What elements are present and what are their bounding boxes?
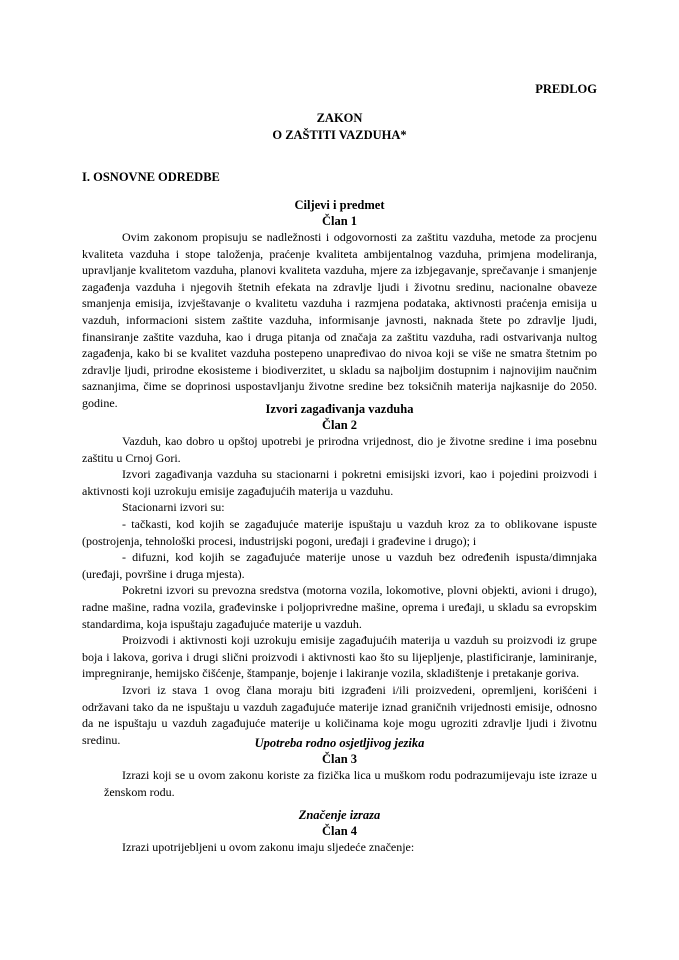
- law-subtitle: O ZAŠTITI VAZDUHA*: [272, 128, 407, 142]
- article-4-paragraph: Izrazi upotrijebljeni u ovom zakonu imaju sljedeće značenje:: [122, 840, 415, 854]
- article-2-paragraph-4: Pokretni izvori su prevozna sredstva (motorna vozila, lokomotive, plovni objekti, avioni i drugo), radne mašine, radna vozila, građevinske i poljoprivredne mašine, oprema i uređaji, u skladu sa evropskim standardima, koja ispuštaju zagađujuće materije u vazduh.: [82, 583, 597, 631]
- article-2-paragraph-5: Proizvodi i aktivnosti koji uzrokuju emisije zagađujućih materija u vazduh su proizvodi iz grupe boja i lakova, goriva i drugi slični proizvodi i aktivnosti kao što su lijepljenje, plastificiranje, laminiranje, impregniranje, hemijsko čišćenje, štampanje, bojenje i lakiranje vozila, skladištenje i pretakanje goriva.: [82, 633, 597, 681]
- article-1-heading: Ciljevi i predmet: [294, 198, 385, 212]
- article-1: [82, 197, 597, 412]
- article-3: [82, 735, 597, 800]
- article-3-heading: Upotreba rodno osjetljivog jezika: [254, 736, 425, 750]
- article-4-number: Član 4: [321, 824, 358, 838]
- article-2-number: Član 2: [321, 418, 358, 432]
- draft-marker: PREDLOG: [535, 82, 597, 96]
- article-3-paragraph: Izrazi koji se u ovom zakonu koriste za fizička lica u muškom rodu podrazumijevaju iste izraze u ženskom rodu.: [104, 768, 597, 799]
- article-2-paragraph-2: Izvori zagađivanja vazduha su stacionarni i pokretni emisijski izvori, kao i pojedini proizvodi i aktivnosti koji uzrokuju emisije zagađujućih materija u vazduhu.: [82, 467, 597, 498]
- section-heading: I. OSNOVNE ODREDBE: [82, 170, 220, 184]
- article-1-paragraph: Ovim zakonom propisuju se nadležnosti i odgovornosti za zaštitu vazduha, metode za procjenu kvaliteta vazduha i stope taloženja, praćenje kvaliteta ambijentalnog vazduha, primjena modeliranja, upravljanje kvalitetom vazduha, planovi kvaliteta vazduha, mjere za izbjegavanje, sprečavanje i smanjenje zagađenja vazduha i njegovih štetnih efekata na zdravlje ljudi i životnu sredinu, nacionalne obaveze smanjenja emisija, izvještavanje o kvalitetu vazduha i razmjena podataka, aktivnosti praćenja emisija u vazduh, informacioni sistem zaštite vazduha, informisanje javnosti, naknada štete po zdravlje ljudi, finansiranje zaštite vazduha, kao i druga pitanja od značaja za zaštitu vazduha, radi ostvarivanja nultog zagađenja, kako bi se kvalitet vazduha postepeno unapređivao do nivoa koji se više ne smatra štetnim po zdravlje ljudi, prirodne ekosisteme i biodiverzitet, u skladu sa najboljim dostupnim i najnovijim naučnim saznanjima, čime se doprinosi uspostavljanju životne sredine bez toksičnih materija najkasnije do 2050. godine.: [82, 230, 597, 410]
- article-2-paragraph-6: Izvori iz stava 1 ovog člana moraju biti izgrađeni i/ili proizvedeni, opremljeni, korišćeni i održavani tako da ne ispuštaju u vazduh zagađujuće materije iznad graničnih vrijednosti emisije, odnosno da ne ispuštaju u vazduh zagađujuće materije u količinama koje mogu ugroziti zdravlje ljudi i životnu sredinu.: [82, 682, 597, 747]
- article-2-list-item-2: - difuzni, kod kojih se zagađujuće materije unose u vazduh bez određenih ispusta/dimnjaka (uređaji, površine i druga mjesta).: [82, 550, 597, 581]
- article-2-paragraph-3: Stacionarni izvori su:: [122, 500, 225, 515]
- article-2: [82, 401, 597, 748]
- law-title: ZAKON: [316, 111, 363, 125]
- article-4-heading: Značenje izraza: [298, 808, 381, 822]
- article-2-paragraph-1: Vazduh, kao dobro u opštoj upotrebi je prirodna vrijednost, dio je životne sredine i ima posebnu zaštitu u Crnoj Gori.: [82, 434, 597, 465]
- article-4: [82, 807, 597, 856]
- article-1-number: Član 1: [321, 214, 358, 228]
- article-3-number: Član 3: [321, 752, 358, 766]
- article-2-list-item-1: - tačkasti, kod kojih se zagađujuće materije ispuštaju u vazduh kroz za to oblikovane ispuste (postrojenja, tehnološki procesi, industrijski pogoni, uređaji i građevine i drugo); i: [82, 516, 597, 548]
- article-2-heading: Izvori zagađivanja vazduha: [265, 402, 414, 416]
